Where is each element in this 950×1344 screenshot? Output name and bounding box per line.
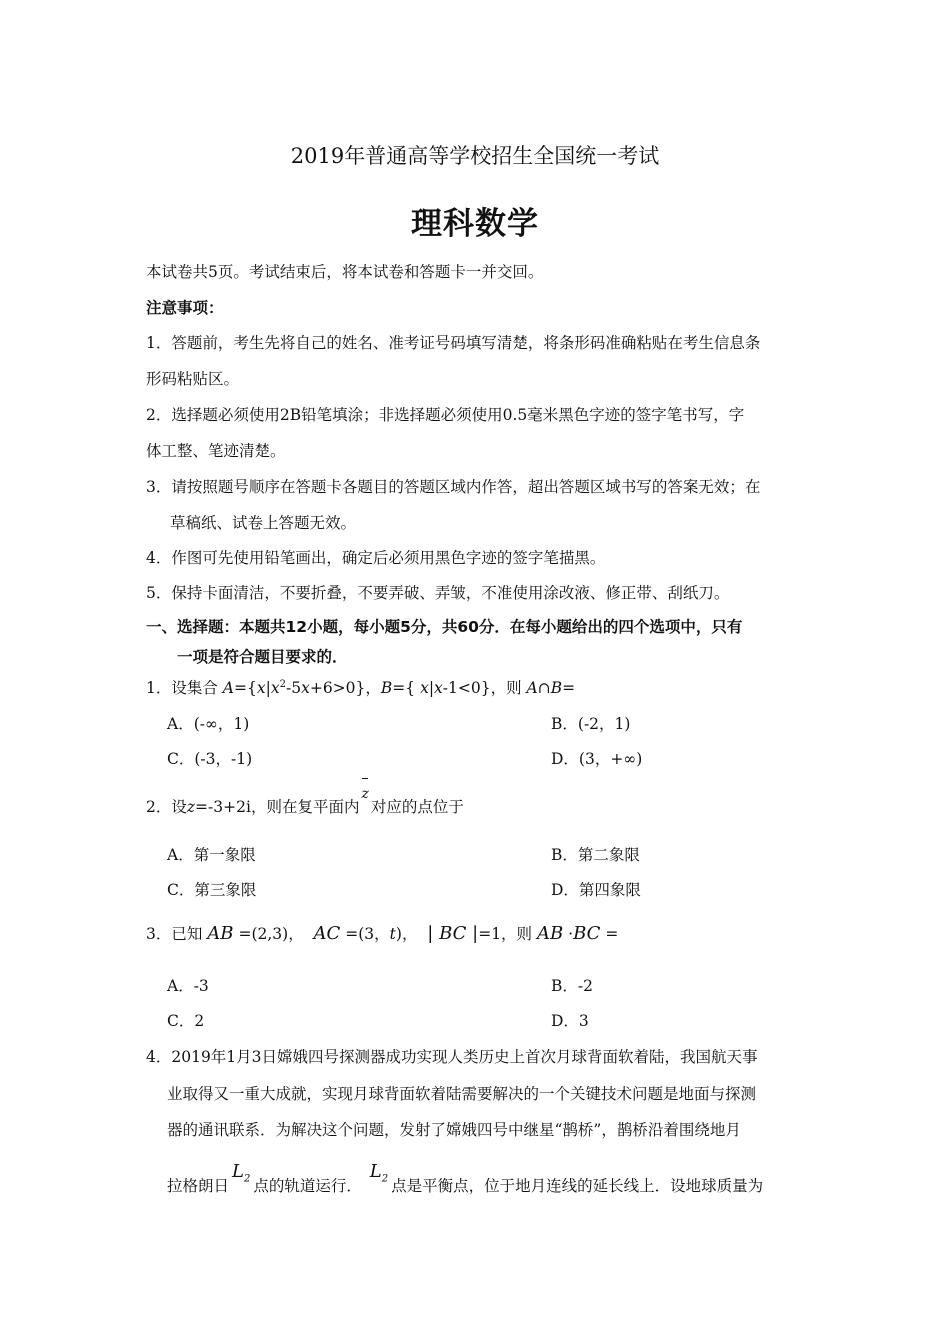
question-4-line-3: 器的通讯联系．为解决这个问题，发射了嫦娥四号中继星“鹊桥”，鹊桥沿着围绕地月 [167,1121,741,1139]
q2-option-a: A．第一象限 [167,846,256,864]
note-3-line-2: 草稿纸、试卷上答题无效。 [170,514,357,532]
z-conjugate: z [361,786,369,802]
q1-option-b: B．(-2，1) [551,715,631,733]
note-4: 4．作图可先使用铅笔画出，确定后必须用黑色字迹的签字笔描黑。 [146,549,606,567]
q1-option-a: A．(-∞，1) [167,715,250,733]
q3-option-b: B．-2 [551,977,593,995]
note-2-line-2: 体工整、笔迹清楚。 [146,442,286,460]
q2-option-b: B．第二象限 [551,846,640,864]
q2-option-d: D．第四象限 [551,881,641,899]
q1-option-d: D．(3，+∞) [551,750,643,768]
q3-option-c: C．2 [167,1012,205,1030]
subject-title: 理科数学 [411,206,539,242]
q3-option-a: A．-3 [167,977,209,995]
note-1-line-1: 1．答题前，考生先将自己的姓名、准考证号码填写清楚，将条形码准确粘贴在考生信息条 [146,334,761,352]
q2-option-c: C．第三象限 [167,881,257,899]
question-4-line-4: 拉格朗日$L_2$ 点的轨道运行． $L_2$ 点是平衡点，位于地月连线的延长线上．设地球质量为 [167,1161,764,1195]
question-3-stem: 3．已知 AB =(2,3)， AC =(3，t)， | BC |=1，则 AB ·BC = [146,923,619,944]
section-1-heading-cont: 一项是符合题目要求的． [177,648,348,666]
note-3-line-1: 3．请按照题号顺序在答题卡各题目的答题区域内作答，超出答题区域书写的答案无效；在 [146,478,761,496]
q1-option-c: C．(-3，-1) [167,750,253,768]
notes-heading: 注意事项： [146,299,224,317]
exam-title: 2019年普通高等学校招生全国统一考试 [290,144,660,168]
question-4-line-2: 业取得又一重大成就，实现月球背面软着陆需要解决的一个关键技术问题是地面与探测 [167,1085,757,1103]
q3-option-d: D．3 [551,1012,589,1030]
note-5: 5．保持卡面清洁，不要折叠，不要弄破、弄皱，不准使用涂改液、修正带、刮纸刀。 [146,584,730,602]
question-2-stem: 2．设z=-3+2i，则在复平面内z对应的点位于 [146,786,464,816]
question-4-line-1: 4．2019年1月3日嫦娥四号探测器成功实现人类历史上首次月球背面软着陆，我国航天事 [146,1048,758,1066]
intro-text: 本试卷共5页。考试结束后，将本试卷和答题卡一并交回。 [146,263,544,281]
question-1-stem: 1．设集合 $A=\{x|x^2-5x+6>0\}$，B={ x|x-1<0}，则 A∩B= [146,678,576,697]
note-1-line-2: 形码粘贴区。 [146,370,240,388]
section-1-heading: 一、选择题：本题共12小题，每小题5分，共60分．在每小题给出的四个选项中，只有 [146,618,743,636]
note-2-line-1: 2．选择题必须使用2B铅笔填涂；非选择题必须使用0.5毫米黑色字迹的签字笔书写，字 [146,406,745,424]
